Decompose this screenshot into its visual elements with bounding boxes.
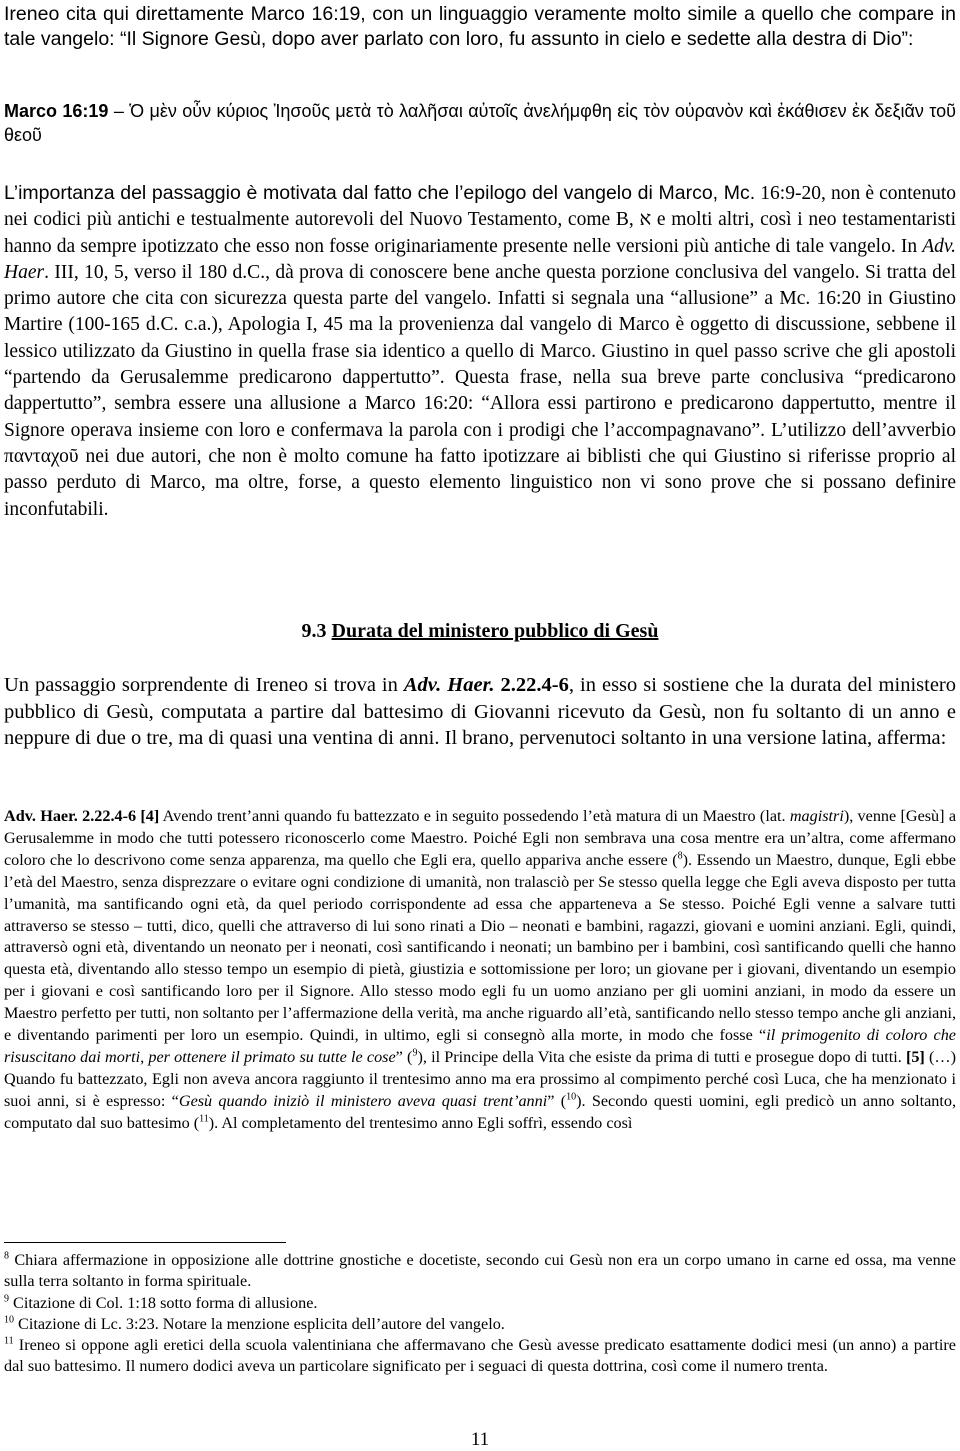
- section-title: Durata del ministero pubblico di Gesù: [331, 620, 659, 642]
- importanza-paragraph: [4, 180, 956, 523]
- quote-ref: Adv. Haer. 2.22.4-6: [4, 807, 137, 825]
- irenaeus-quote: Adv. Haer. 2.22.4-6 [4] Avendo trent’anni quando fu battezzato e in seguito possedendo l’età matura di un Maestro (lat. magistri), venne [Gesù] a Gerusalemme in modo che tutti potessero riconoscerlo come Maestro. Poiché Egli non sembrava una cosa mentre era un’altra, come affermano coloro che lo descrivono come senza apparenza, ma quello che Egli era, quello appariva anche essere ($^8$). Essendo un Maestro, dunque, Egli ebbe l’età del Maestro, senza disprezzare o evitare ogni condizione di umanità, non tralasciò per Se stesso quella legge che Egli aveva disposto per tutta l’umanità, ma santificando ogni età, da quel periodo corrispondente ad essa che apparteneva a Se stesso. Poiché Egli venne a salvare tutti attraverso se stesso – tutti, dico, quelli che attraverso di lui sono rinati a Dio – neonati e bambini, ragazzi, giovani e uomini anziani. Egli, quindi, attraversò ogni età, diventando un neonato per i neonati, così santificando i neonati; un bambino per i bambini, così santificando quelli che hanno questa età, diventando allo stesso tempo un esempio di pietà, giustizia e sottomissione per loro; un giovane per i giovani, diventando un esempio per i giovani e così santificando loro per il Signore. Allo stesso modo egli fu un uomo anziano per gli uomini anziani, in modo da essere un Maestro perfetto per tutti, non soltanto per l’affermazione della verità, ma anche riguardo all’età, santificando nello stesso tempo anche gli anziani, e diventando parimenti per loro un esempio. Quindi, in ultimo, egli si consegnò alla morte, in modo che fosse “il primogenito di coloro che risuscitano dai morti, per ottenere il primato su tutte le cose” ($^9$), il Principe della Vita che esiste da prima di tutti e prosegue dopo di tutti. [5] (…) Quando fu battezzato, Egli non aveva ancora raggiunto il trentesimo anno ma era prossimo al compimento perché così Luca, che ha menzionato i suoi anni, si è espresso: “Gesù quando iniziò il ministero aveva quasi trent’anni” ($^{10}$). Secondo questi uomini, egli predicò un anno soltanto, computato dal suo battesimo ($^{11}$). Al completamento del trentesimo anno Egli soffrì, essendo così: [4, 807, 957, 1132]
- footnote-ref-10[interactable]: 10: [566, 1091, 577, 1103]
- greek-word: πανταχοῦ: [4, 445, 79, 467]
- importanza-text-2: . III, 10, 5, verso il 180 d.C., dà prova di conoscere bene anche questa porzione conclusiva del vangelo. Si tratta del primo autore che cita con sicurezza questa parte del vangelo. Infatti si segnala una “allusione” a Mc. 16:20 in Giustino Martire (100-165 d.C. c.a.), Apologia I, 45 ma la provenienza dal vangelo di Marco è oggetto di discussione, sebbene il lessico utilizzato da Giustino in quella frase sia identico a quello di Marco. Giustino in quel passo scrive che gli apostoli “partendo da Gerusalemme predicarono dappertutto”. Questa frase, nella sua breve parte conclusiva “predicarono dappertutto”, sembra essere una allusione a Marco 16:20: “Allora essi partirono e predicarono dappertutto, mentre il Signore operava insieme con loro e confermava la parola con i prodigi che l’accompagnavano”. L’utilizzo dell’avverbio: [4, 261, 956, 441]
- section-4-marker: [4]: [140, 807, 160, 825]
- section-number: 9.3: [301, 620, 327, 642]
- footnote-8: $^8$ Chiara affermazione in opposizione alle dottrine gnostiche e docetiste, secondo cui Gesù non era un corpo umano in carne ed ossa, ma venne sulla terra soltanto in forma spirituale.: [4, 1250, 956, 1291]
- intro-paragraph: Ireneo cita qui direttamente Marco 16:19, con un linguaggio veramente molto simile a quello che compare in tale vangelo: “Il Signore Gesù, dopo aver parlato con loro, fu assunto in cielo e sedette alla destra di Dio”:: [4, 3, 956, 50]
- passaggio-paragraph: Un passaggio sorprendente di Ireneo si trova in Adv. Haer. 2.22.4-6, in esso si sostiene che la durata del ministero pubblico di Gesù, computata a partire dal battesimo di Giovanni ricevuto da Gesù, non fu soltanto di un anno e neppure di due o tre, ma di quasi una ventina di anni. Il brano, pervenutoci soltanto in una versione latina, afferma:: [4, 674, 956, 749]
- passaggio-ref: Adv. Haer.: [403, 674, 495, 696]
- marco-greek: Ὁ μὲν οὖν κύριος Ἰησοῦς μετὰ τὸ λαλῆσαι αὐτοῖς ἀνελήμφθη εἰς τὸν οὐρανὸν καὶ ἐκάθισεν ἐκ δεξιᾶν τοῦ θεοῦ: [4, 101, 956, 145]
- importanza-lead: L’importanza del passaggio è motivata dal fatto che l’epilogo del vangelo di Marco, Mc.: [4, 182, 756, 204]
- section-5-marker: [5]: [905, 1047, 925, 1066]
- page-number: 11: [470, 1429, 490, 1450]
- footnote-10: $^{10}$ Citazione di Lc. 3:23. Notare la menzione esplicita dell’autore del vangelo.: [4, 1314, 505, 1333]
- footnote-11: $^{11}$ Ireneo si oppone agli eretici della scuola valentiniana che affermavano che Gesù avesse predicato esattamente dodici mesi (un anno) a partire dal suo battesimo. Il numero dodici aveva un particolare significato per i seguaci di questa dottrina, così come il numero trenta.: [4, 1335, 956, 1376]
- haer-ref: Haer: [4, 261, 45, 283]
- marco-quote: Marco 16:19 – Ὁ μὲν οὖν κύριος Ἰησοῦς μετὰ τὸ λαλῆσαι αὐτοῖς ἀνελήμφθη εἰς τὸν οὐρανὸν καὶ ἐκάθισεν ἐκ δεξιᾶν τοῦ θεοῦ: [4, 101, 956, 145]
- footnote-ref-11[interactable]: 11: [199, 1113, 209, 1125]
- footnotes: [4, 1250, 956, 1378]
- footnote-ref-9[interactable]: 9: [412, 1047, 418, 1059]
- passaggio-num: 2.22.4-6: [494, 674, 569, 696]
- footnote-separator: [4, 1242, 286, 1243]
- importanza-text-1: 16:9-20, non è contenuto nei codici più antichi e testualmente autorevoli del Nuovo Testamento, come B, א e molti altri, così i neo testamentaristi hanno da sempre ipotizzato che esso non fosse originariamente presente nelle versioni più antiche di tale vangelo. In: [4, 183, 957, 257]
- adv-ref: Adv.: [922, 235, 956, 257]
- footnote-ref-8[interactable]: 8: [677, 850, 683, 862]
- footnote-9: $^9$ Citazione di Col. 1:18 sotto forma di allusione.: [4, 1293, 318, 1312]
- section-heading: [4, 618, 956, 644]
- importanza-text-3: nei due autori, che non è molto comune ha fatto ipotizzare ai biblisti che qui Giustino si riferisse proprio al passo perduto di Marco, ma oltre, forse, a questo elemento linguistico non vi sono prove che si possano definire inconfutabili.: [4, 445, 956, 520]
- marco-ref: Marco 16:19: [4, 101, 109, 121]
